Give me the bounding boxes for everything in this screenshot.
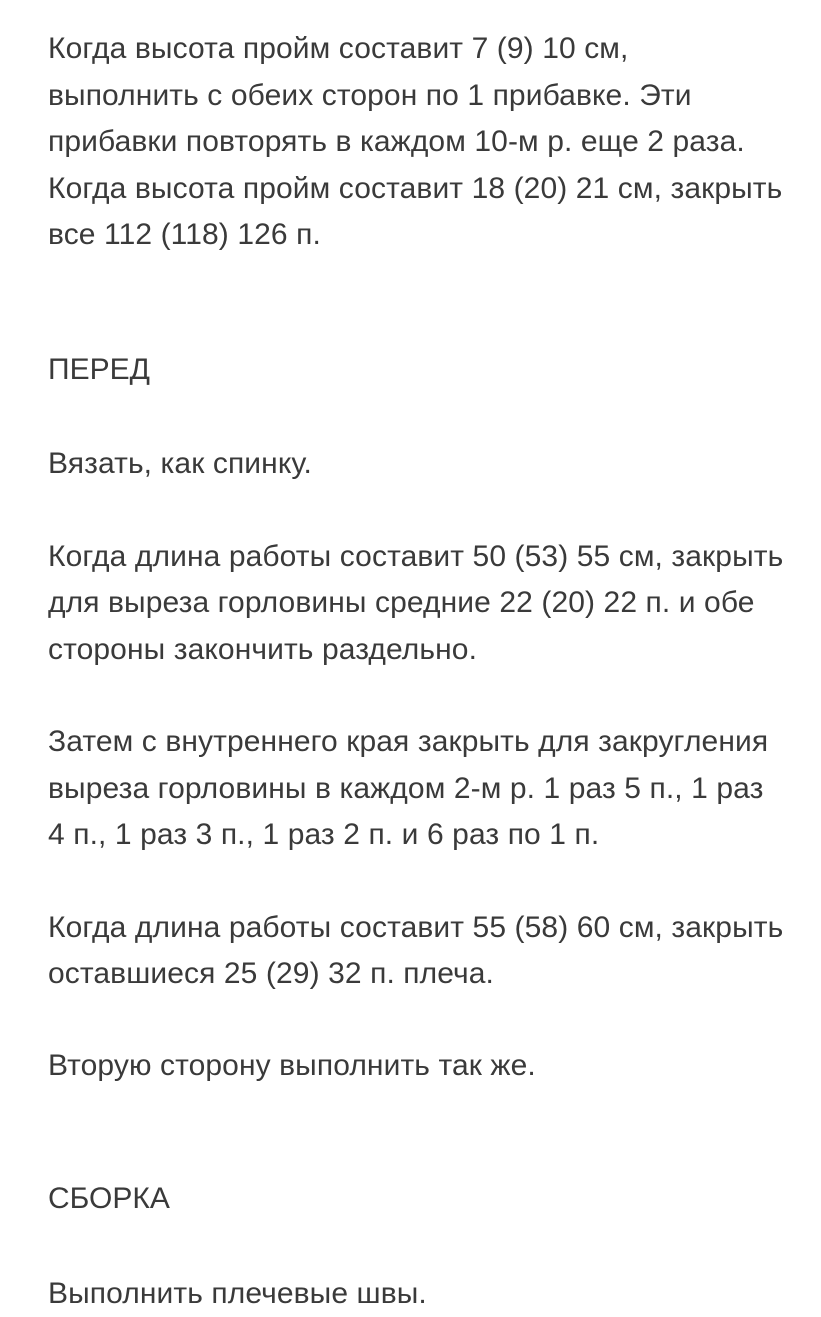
article-body [48,26,813,1317]
section-heading-front: ПЕРЕД [48,347,813,394]
paragraph-knit-like-back: Вязать, как спинку. [48,441,813,488]
paragraph-armhole-increases: Когда высота пройм составит 7 (9) 10 см, выполнить с обеих сторон по 1 прибавке. Эти прибавки повторять в каждом 10-м р. еще 2 раза. Когда высота пройм составит 18 (20) 21 см, закрыть все 112 (118) 126 п. [48,26,813,259]
section-heading-assembly: СБОРКА [48,1176,813,1223]
paragraph-shoulder-bindoff: Когда длина работы составит 55 (58) 60 см, закрыть оставшиеся 25 (29) 32 п. плеча. [48,905,813,998]
paragraph-shoulder-seams: Выполнить плечевые швы. [48,1271,813,1317]
paragraph-neckline-bindoff: Когда длина работы составит 50 (53) 55 см, закрыть для выреза горловины средние 22 (20) 22 п. и обе стороны закончить раздельно. [48,534,813,674]
paragraph-neckline-rounding: Затем с внутреннего края закрыть для закругления выреза горловины в каждом 2-м р. 1 раз 5 п., 1 раз 4 п., 1 раз 3 п., 1 раз 2 п. и 6 раз по 1 п. [48,719,813,859]
paragraph-second-side: Вторую сторону выполнить так же. [48,1043,813,1090]
